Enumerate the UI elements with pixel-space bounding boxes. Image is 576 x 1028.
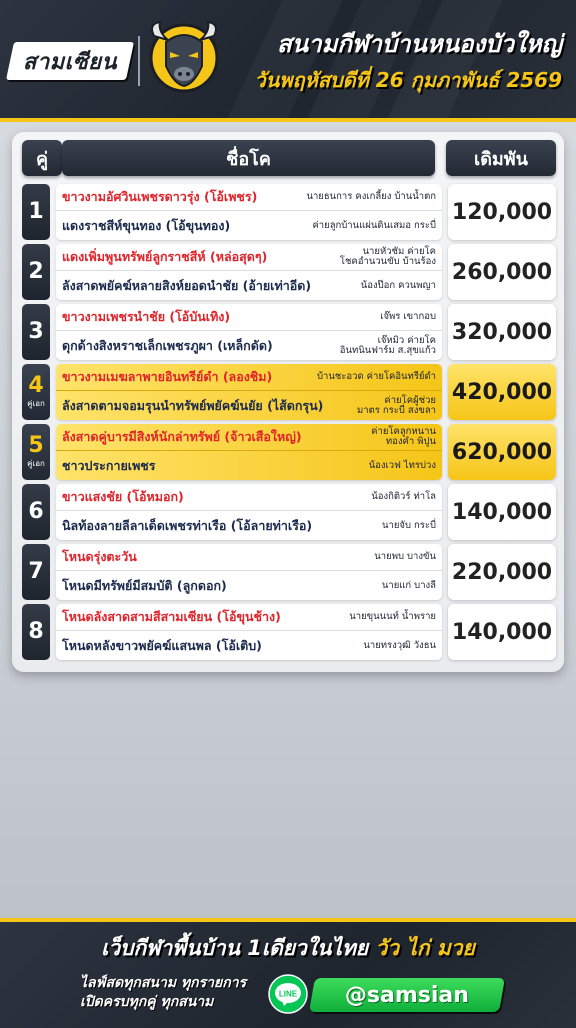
- owner-camp: [371, 427, 436, 447]
- header-pair: คู่: [22, 140, 62, 176]
- slogan-sports: วัว ไก่ มวย: [368, 936, 475, 960]
- line-id-button[interactable]: [309, 978, 505, 1012]
- pair-number-label: 2: [28, 259, 44, 284]
- bull-name: ขาวงามอัศวินเพชรดาวรุ่ง (โอ้เพชร): [62, 189, 258, 204]
- contender-red-corner: [56, 184, 442, 211]
- owner-line: ค่ายโคลูกหนาน: [371, 426, 436, 437]
- match-row: [12, 424, 564, 482]
- contender-red-corner: [56, 424, 442, 451]
- table-header: [12, 140, 564, 180]
- main-event-tag: คู่เอก: [27, 459, 45, 468]
- bull-name: โหนดหลังขาวพยัคฆ์แสนพล (โอ้เติบ): [62, 637, 262, 653]
- bet-amount: 260,000: [448, 244, 556, 300]
- bull-name: ลังสาดพยัคฆ์หลายสิงห์ยอดนำชัย (อ้ายเท่าอีด): [62, 277, 312, 293]
- match-row: [12, 184, 564, 242]
- bull-name: แดงเพิ่มพูนทรัพย์ลูกราชสีห์ (หล่อสุดๆ): [62, 249, 268, 264]
- contenders: [56, 184, 442, 240]
- contender-navy-corner: [56, 452, 442, 479]
- contenders: [56, 304, 442, 360]
- bet-amount: 620,000: [448, 424, 556, 480]
- bull-name: นิลท้องลายลีลาเด็ดเพชรท่าเรือ (โอ้ลายท่าเรือ): [62, 517, 313, 533]
- contender-red-corner: [56, 484, 442, 511]
- pair-number: [22, 364, 50, 420]
- pair-number: [22, 184, 50, 240]
- bull-head-icon: [146, 18, 222, 94]
- owner-line: มาตร กระบี่ สงขลา: [357, 404, 436, 416]
- contender-navy-corner: [56, 212, 442, 239]
- bull-name: ขาวแสงชัย (โอ้หมอก): [62, 489, 184, 504]
- bull-name: ชาวประกายเพชร: [62, 457, 156, 473]
- pair-number-label: 6: [28, 499, 44, 524]
- footer: [0, 918, 576, 1028]
- owner-camp: [380, 312, 436, 322]
- owner-camp: [371, 492, 436, 502]
- owner-line: น้องป๊อก ควนพญา: [360, 279, 436, 291]
- bet-amount: 140,000: [448, 604, 556, 660]
- brand-logo: [6, 42, 134, 80]
- owner-camp: [306, 192, 436, 202]
- line-app-icon[interactable]: [268, 974, 308, 1014]
- match-row: [12, 244, 564, 302]
- bet-amount: 140,000: [448, 484, 556, 540]
- header: [0, 0, 576, 122]
- venue-title: สนามกีฬาบ้านหนองบัวใหญ่: [277, 30, 562, 58]
- bet-amount: 320,000: [448, 304, 556, 360]
- footer-subtext: [80, 974, 260, 1012]
- contender-red-corner: [56, 364, 442, 391]
- pair-number-label: 7: [28, 559, 44, 584]
- pair-number: [22, 484, 50, 540]
- pair-number: [22, 544, 50, 600]
- pair-number: [22, 244, 50, 300]
- owner-line: นายขุนนนท์ น้ำพราย: [349, 611, 436, 622]
- owner-camp: [349, 612, 436, 622]
- sub-line-2: เปิดครบทุกคู่ ทุกสนาม: [80, 994, 214, 1010]
- match-table: [12, 132, 564, 672]
- owner-line: นายทรงวุฒิ วังธน: [363, 639, 436, 651]
- contender-red-corner: [56, 244, 442, 271]
- bull-name: ขาวงามเมฆลาพายอินทรีย์ดำ (ลองชิม): [62, 369, 273, 384]
- pair-number-label: 4: [28, 373, 44, 398]
- contenders: [56, 544, 442, 600]
- contenders: [56, 244, 442, 300]
- match-row: [12, 544, 564, 602]
- owner-camp: [382, 521, 436, 531]
- contender-navy-corner: [56, 572, 442, 599]
- contenders: [56, 364, 442, 420]
- owner-camp: [357, 396, 436, 416]
- contender-red-corner: [56, 304, 442, 331]
- owner-line: น้องกิติวร์ ท่าโล: [371, 491, 436, 502]
- owner-line: อินทนินฟาร์ม ส.สุขแก้ว: [339, 344, 436, 356]
- line-id-label: @samsian: [344, 982, 469, 1008]
- sub-line-1: ไลฟ์สดทุกสนาม ทุกรายการ: [80, 975, 247, 991]
- header-bet: เดิมพัน: [446, 140, 556, 176]
- contenders: [56, 484, 442, 540]
- bet-amount: 120,000: [448, 184, 556, 240]
- owner-line: เจ๊หมิว ค่ายโค: [377, 334, 436, 346]
- pair-number: [22, 604, 50, 660]
- pair-number: [22, 424, 50, 480]
- contender-red-corner: [56, 544, 442, 571]
- owner-line: น้องเวฟ ไทรบ่วง: [368, 459, 436, 471]
- bet-amount: 220,000: [448, 544, 556, 600]
- owner-line: ทองคำ พิปูน: [385, 436, 436, 447]
- contender-navy-corner: [56, 332, 442, 359]
- match-row: [12, 604, 564, 662]
- owner-line: โชคอำนวนขับ บ้านร้อง: [339, 256, 436, 267]
- contender-navy-corner: [56, 632, 442, 659]
- owner-camp: [363, 641, 436, 651]
- slogan: [0, 932, 576, 965]
- owner-camp: [382, 581, 436, 591]
- bull-name: โหนดรุ่งตะวัน: [62, 549, 137, 564]
- pair-number-label: 3: [28, 319, 44, 344]
- slogan-main: เว็บกีฬาพื้นบ้าน 1เดียวในไทย: [101, 936, 369, 960]
- contender-navy-corner: [56, 272, 442, 299]
- pair-number-label: 8: [28, 619, 44, 644]
- owner-line: นายธนการ คงเกลี้ยง บ้านน้ำตก: [306, 191, 436, 202]
- owner-line: นายแก่ บางลี: [381, 579, 436, 591]
- pair-number-label: 1: [28, 199, 44, 224]
- contender-red-corner: [56, 604, 442, 631]
- bull-name: ลังสาดตามจอมรุนนำทรัพย์พยัคฆ์นยัย (ไส้ดกรุน): [62, 397, 324, 413]
- contender-navy-corner: [56, 392, 442, 419]
- bull-name: โหนดลังสาดสามสีสามเซียน (โอ้ขุนช้าง): [62, 609, 281, 624]
- brand-name: สามเซียน: [22, 49, 118, 75]
- owner-line: นายจับ กระบี่: [382, 519, 436, 531]
- owner-line: นายหัวชัม ค่ายโค: [362, 246, 436, 257]
- owner-line: นายพบ บางขัน: [374, 551, 436, 562]
- owner-camp: [361, 281, 436, 291]
- divider: [138, 36, 140, 86]
- bull-name: โหนดมีทรัพย์มีสมบัติ (ลูกดอก): [62, 577, 227, 593]
- bull-name: ดุกด้างสิงหราชเล็กเพชรภูผา (เหล็กดัด): [62, 337, 273, 353]
- header-name: ชื่อโค: [62, 140, 435, 176]
- bull-name: ลังสาดคู่บารมีสิงห์นักล่าทรัพย์ (จ้าวเสือใหญ่): [62, 429, 302, 444]
- owner-camp: [317, 372, 436, 382]
- contender-navy-corner: [56, 512, 442, 539]
- owner-camp: [374, 552, 436, 562]
- main-event-tag: คู่เอก: [27, 399, 45, 408]
- bull-name: แดงราชสีห์ขุนทอง (โอ้ขุนทอง): [62, 217, 231, 233]
- pair-number: [22, 304, 50, 360]
- owner-line: เจ๊พร เขากอบ: [380, 311, 436, 322]
- owner-camp: [312, 221, 436, 231]
- owner-line: ค่ายลูกบ้านแผ่นดินเสมอ กระบี่: [312, 219, 436, 231]
- contenders: [56, 424, 442, 480]
- owner-line: ค่ายโคผู้ช่วย: [384, 394, 436, 406]
- match-row: [12, 304, 564, 362]
- owner-camp: [340, 247, 436, 267]
- contenders: [56, 604, 442, 660]
- bet-amount: 420,000: [448, 364, 556, 420]
- owner-camp: [369, 461, 436, 471]
- match-row: [12, 364, 564, 422]
- owner-line: บ้านชะอวด ค่ายโคอินทรีย์ดำ: [317, 371, 436, 382]
- line-icon-label: LINE: [278, 989, 298, 999]
- owner-camp: [340, 336, 436, 356]
- match-row: [12, 484, 564, 542]
- pair-number-label: 5: [28, 433, 44, 458]
- event-date: วันพฤหัสบดีที่ 26 กุมภาพันธ์ 2569: [254, 68, 562, 92]
- bull-name: ขาวงามเพชรนำชัย (โอ้บันเทิง): [62, 309, 231, 324]
